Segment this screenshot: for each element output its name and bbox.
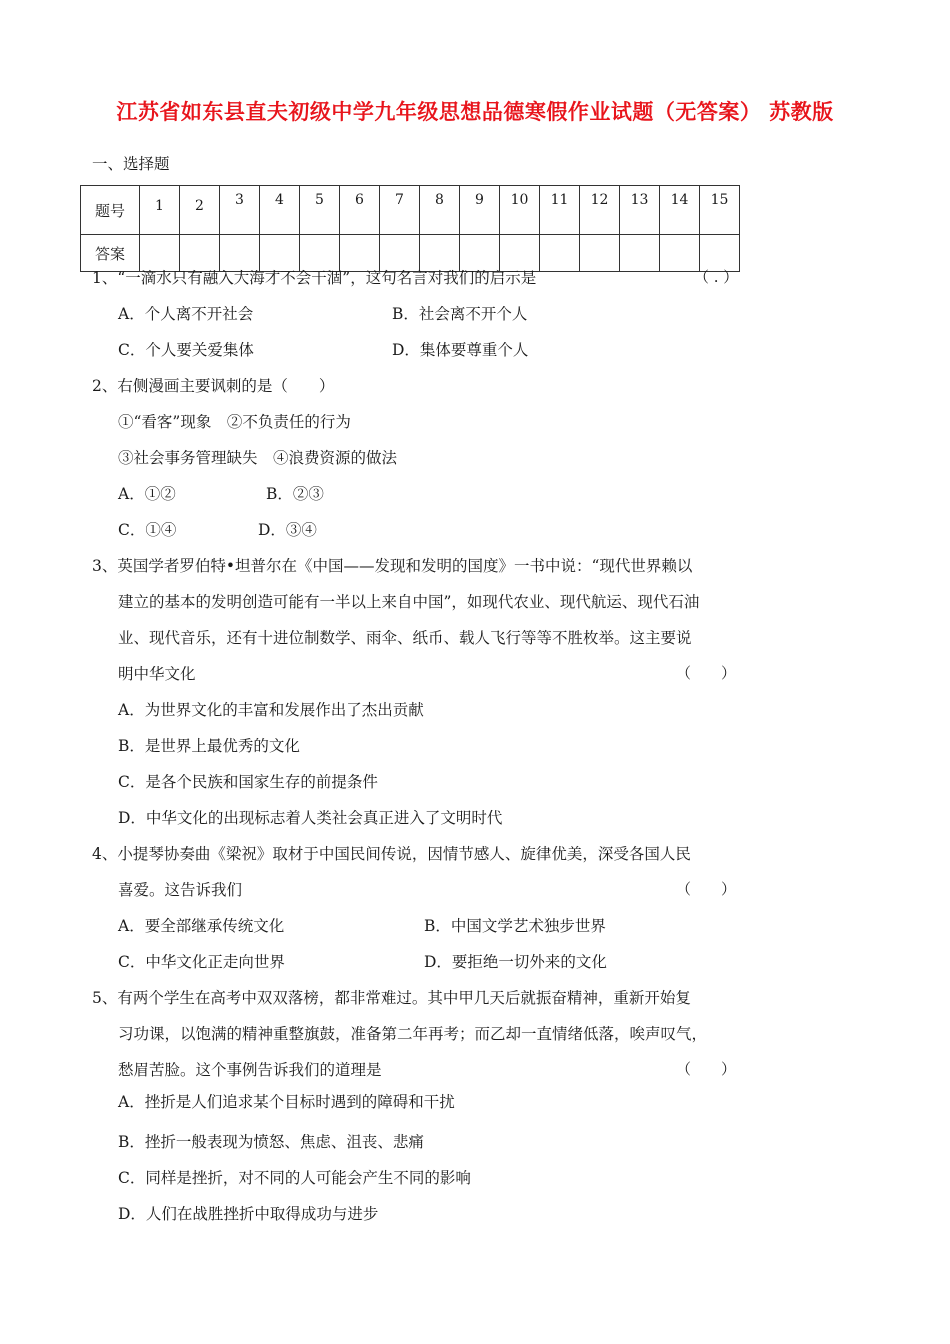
question-2-option-c: C．①④ <box>118 521 177 539</box>
question-number-cell: 7 <box>380 186 420 235</box>
question-4-option-a: A．要全部继承传统文化 <box>118 917 285 935</box>
question-5-option-a: A．挫折是人们追求某个目标时遇到的障碍和干扰 <box>118 1093 455 1111</box>
section-heading: 一、选择题 <box>92 155 170 173</box>
question-number-cell: 10 <box>500 186 540 235</box>
question-1-option-a: A．个人离不开社会 <box>118 305 254 323</box>
question-2-statements-1-2: ①“看客”现象 ②不负责任的行为 <box>118 413 351 431</box>
question-1-option-c: C．个人要关爱集体 <box>118 341 254 359</box>
answer-cell[interactable] <box>580 235 620 272</box>
question-4-stem-line-1: 4、小提琴协奏曲《梁祝》取材于中国民间传说，因情节感人、旋律优美，深受各国人民 <box>92 845 691 863</box>
question-3-stem-line-3: 业、现代音乐，还有十进位制数学、雨伞、纸币、载人飞行等等不胜枚举。这主要说 <box>118 629 692 647</box>
question-5-option-c: C．同样是挫折，对不同的人可能会产生不同的影响 <box>118 1169 471 1187</box>
question-3-option-c: C．是各个民族和国家生存的前提条件 <box>118 773 378 791</box>
document-title: 江苏省如东县直夫初级中学九年级思想品德寒假作业试题（无答案） 苏教版 <box>116 99 834 124</box>
question-1-option-b: B．社会离不开个人 <box>392 305 528 323</box>
question-4-stem-line-2: 喜爱。这告诉我们 <box>118 881 243 899</box>
question-number-cell: 2 <box>180 186 220 235</box>
question-number-row <box>81 186 740 235</box>
question-5-option-b: B．挫折一般表现为愤怒、焦虑、沮丧、悲痛 <box>118 1133 424 1151</box>
question-number-cell: 8 <box>420 186 460 235</box>
answer-cell[interactable] <box>540 235 580 272</box>
question-1-option-d: D．集体要尊重个人 <box>392 341 529 359</box>
question-5-stem-line-1: 5、有两个学生在高考中双双落榜，都非常难过。其中甲几天后就振奋精神，重新开始复 <box>92 989 691 1007</box>
question-number-cell: 3 <box>220 186 260 235</box>
question-number-cell: 11 <box>540 186 580 235</box>
question-5-answer-blank: （ ） <box>676 1060 737 1078</box>
question-number-cell: 9 <box>460 186 500 235</box>
question-3-option-a: A．为世界文化的丰富和发展作出了杰出贡献 <box>118 701 424 719</box>
question-2-stem: 2、右侧漫画主要讽刺的是（ ） <box>92 377 335 395</box>
question-5-stem-line-2: 习功课，以饱满的精神重整旗鼓，准备第二年再考；而乙却一直情绪低落，唉声叹气， <box>118 1025 708 1043</box>
question-number-cell: 4 <box>260 186 300 235</box>
question-5-option-d: D．人们在战胜挫折中取得成功与进步 <box>118 1205 379 1223</box>
question-3-stem-line-2: 建立的基本的发明创造可能有一半以上来自中国”，如现代农业、现代航运、现代石油 <box>118 593 700 611</box>
answer-cell[interactable] <box>620 235 660 272</box>
question-2-statements-3-4: ③社会事务管理缺失 ④浪费资源的做法 <box>118 449 398 467</box>
question-3-stem-line-4: 明中华文化 <box>118 665 196 683</box>
question-3-option-b: B．是世界上最优秀的文化 <box>118 737 300 755</box>
question-2-option-d: D．③④ <box>258 521 317 539</box>
question-4-option-c: C．中华文化正走向世界 <box>118 953 285 971</box>
question-1-stem: 1、“一滴水只有融入大海才不会干涸”，这句名言对我们的启示是 <box>92 269 537 287</box>
answer-table <box>80 185 740 272</box>
question-4-option-d: D．要拒绝一切外来的文化 <box>424 953 607 971</box>
question-5-stem-line-3: 愁眉苦脸。这个事例告诉我们的道理是 <box>118 1061 382 1079</box>
question-2-option-b: B．②③ <box>266 485 324 503</box>
question-number-cell: 5 <box>300 186 340 235</box>
question-number-cell: 6 <box>340 186 380 235</box>
question-2-option-a: A．①② <box>118 485 176 503</box>
question-3-answer-blank: （ ） <box>676 664 737 682</box>
question-4-answer-blank: （ ） <box>676 880 737 898</box>
question-number-cell: 1 <box>140 186 180 235</box>
question-3-option-d: D．中华文化的出现标志着人类社会真正进入了文明时代 <box>118 809 503 827</box>
question-number-cell: 15 <box>700 186 740 235</box>
question-4-option-b: B．中国文学艺术独步世界 <box>424 917 606 935</box>
row-label-number: 题号 <box>81 186 140 235</box>
question-3-stem-line-1: 3、英国学者罗伯特•坦普尔在《中国——发现和发明的国度》一书中说：“现代世界赖以 <box>92 557 693 575</box>
question-1-answer-blank: （ . ） <box>694 268 739 286</box>
row-label-answer: 答案 <box>81 235 140 272</box>
question-number-cell: 12 <box>580 186 620 235</box>
question-number-cell: 13 <box>620 186 660 235</box>
question-number-cell: 14 <box>660 186 700 235</box>
